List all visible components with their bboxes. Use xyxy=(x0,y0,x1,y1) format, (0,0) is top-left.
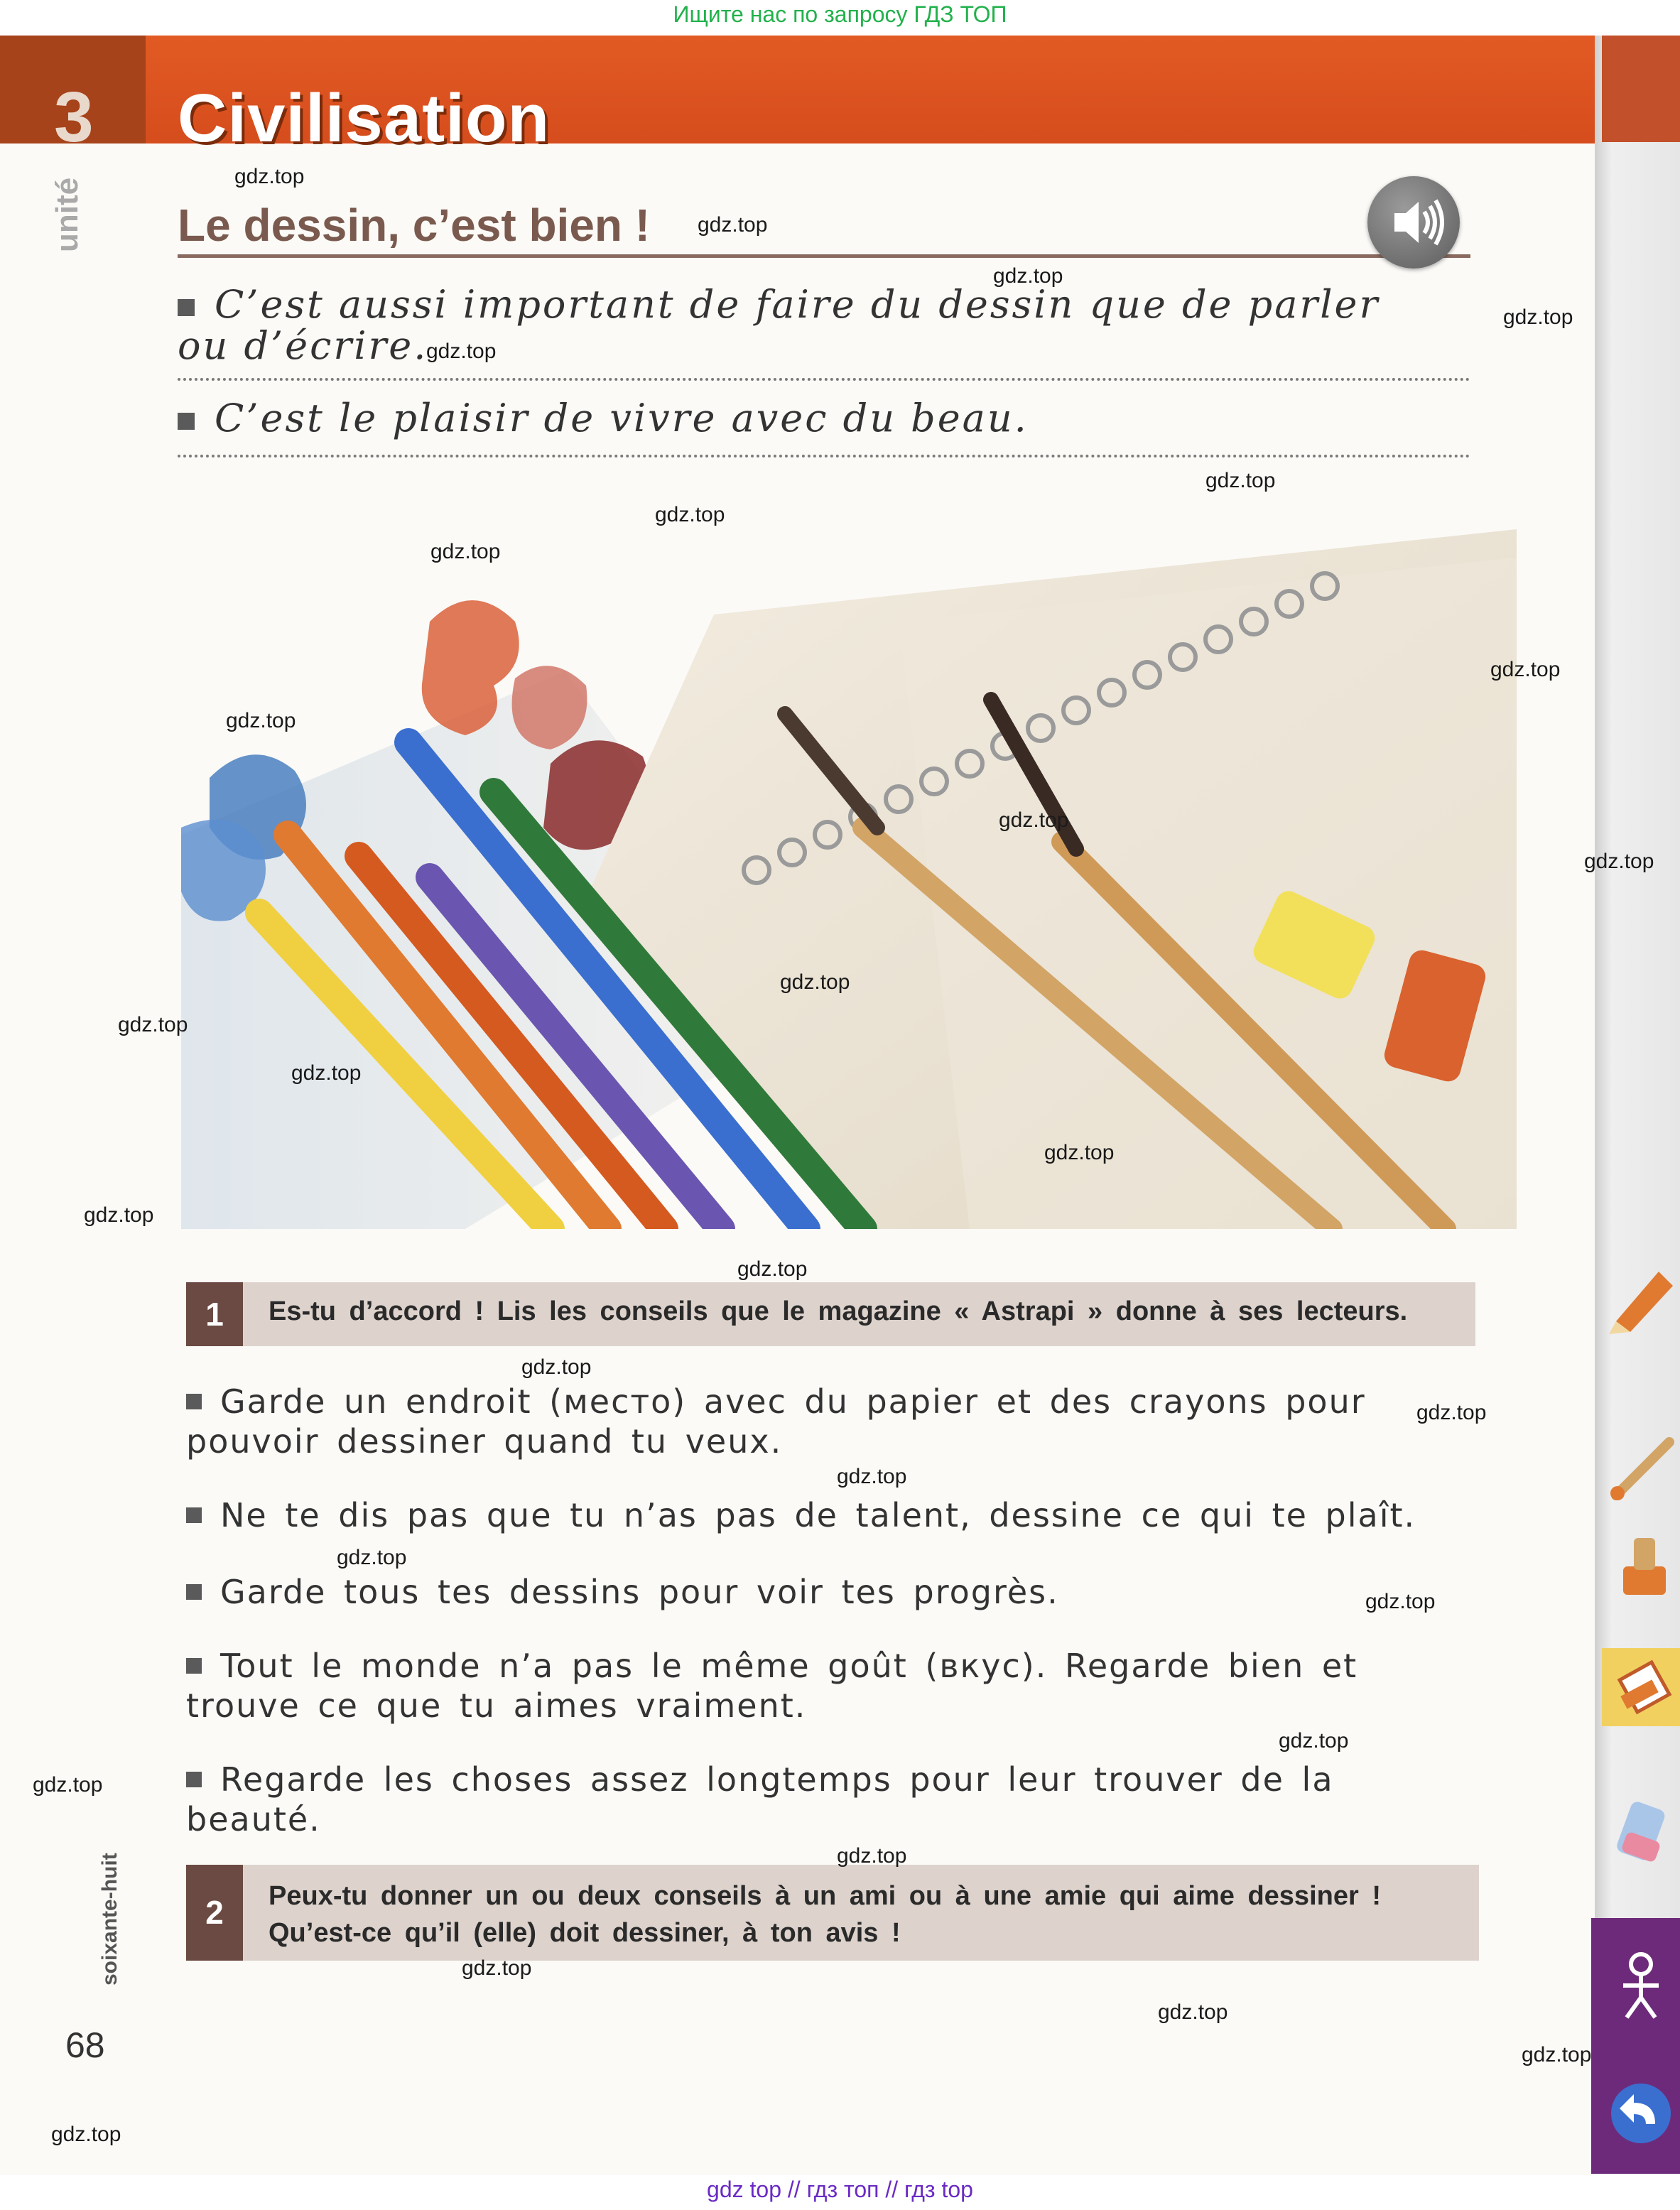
watermark: gdz.top xyxy=(51,2123,121,2146)
exercise-2-number: 2 xyxy=(186,1865,243,1961)
watermark: gdz.top xyxy=(462,1956,532,1980)
quote-text: C’est aussi important de faire du dessin que de parler ou d’écrire. xyxy=(178,282,1380,368)
watermark: gdz.top xyxy=(234,165,305,188)
watermark: gdz.top xyxy=(737,1257,808,1281)
bullet-square-icon xyxy=(186,1658,202,1674)
watermark: gdz.top xyxy=(430,540,501,563)
watermark: gdz.top xyxy=(1044,1141,1115,1164)
list-item: Garde tous tes dessins pour voir tes progrès. xyxy=(186,1572,1458,1612)
watermark: gdz.top xyxy=(33,1773,103,1797)
watermark: gdz.top xyxy=(226,709,296,732)
bullet-square-icon xyxy=(186,1772,202,1787)
pencil-icon xyxy=(1602,1257,1680,1336)
watermark: gdz.top xyxy=(1158,2000,1228,2024)
quote-2 xyxy=(178,398,1442,439)
bullet-square-icon xyxy=(186,1584,202,1600)
quote-text: C’est le plaisir de vivre avec du beau. xyxy=(215,396,1029,440)
watermark: gdz.top xyxy=(1503,305,1573,329)
watermark: gdz.top xyxy=(1490,658,1561,681)
watermark: gdz.top xyxy=(1205,469,1276,492)
page-title: Civilisation xyxy=(178,80,551,156)
gutter-tab xyxy=(1602,36,1680,142)
unit-label: unité xyxy=(50,177,85,252)
watermark: gdz.top xyxy=(291,1061,362,1085)
eraser-icon xyxy=(1602,1790,1680,1868)
art-supplies-photo xyxy=(181,529,1517,1229)
watermark: gdz.top xyxy=(837,1465,907,1488)
return-arrow-icon[interactable] xyxy=(1602,2074,1680,2152)
watermark: gdz.top xyxy=(780,970,850,994)
watermark: gdz.top xyxy=(698,213,768,237)
exercise-2-line-1: Peux-tu donner un ou deux conseils à un ami ou à une amie qui aime dessiner ! xyxy=(269,1881,1381,1911)
watermark: gdz.top xyxy=(1416,1401,1487,1424)
watermark: gdz.top xyxy=(426,340,497,363)
bullet-square-icon xyxy=(186,1394,202,1409)
list-item: Garde un endroit (место) avec du papier et des crayons pour pouvoir dessiner quand tu veux. xyxy=(186,1382,1366,1461)
exercise-1-instruction: Es-tu d’accord ! Lis les conseils que le magazine « Astrapi » donne à ses lecteurs. xyxy=(269,1296,1408,1326)
watermark: gdz.top xyxy=(1365,1590,1436,1613)
watermark: gdz.top xyxy=(999,808,1069,832)
bottom-links[interactable]: gdz top // гдз топ // гдз top xyxy=(0,2175,1680,2210)
watermark: gdz.top xyxy=(1522,2043,1592,2067)
watermark: gdz.top xyxy=(837,1844,907,1868)
exercise-1-number: 1 xyxy=(186,1282,243,1346)
list-item: Tout le monde n’a pas le même goût (вкус). Regarde bien et trouve ce que tu aimes vraiment. xyxy=(186,1647,1358,1725)
watermark: gdz.top xyxy=(1279,1729,1349,1753)
watermark: gdz.top xyxy=(993,264,1063,288)
subtitle-rule xyxy=(178,254,1470,258)
page-number: 68 xyxy=(65,2025,105,2065)
stamp-icon xyxy=(1602,1527,1680,1605)
bullet-square-icon xyxy=(178,413,195,430)
list-item: Ne te dis pas que tu n’as pas de talent, dessine ce qui te plaît. xyxy=(186,1495,1458,1535)
watermark: gdz.top xyxy=(118,1013,188,1036)
list-item: Regarde les choses assez longtemps pour leur trouver de la beauté. xyxy=(186,1760,1334,1838)
section-subtitle: Le dessin, c’est bien ! xyxy=(178,200,651,251)
watermark: gdz.top xyxy=(1584,850,1654,873)
exercise-2-line-2: Qu’est-ce qu’il (elle) doit dessiner, à ton avis ! xyxy=(269,1918,901,1948)
quote-1 xyxy=(178,284,1442,367)
watermark: gdz.top xyxy=(521,1355,592,1379)
watermark: gdz.top xyxy=(337,1546,407,1569)
watermark: gdz.top xyxy=(655,503,725,526)
brush-icon xyxy=(1602,1428,1680,1506)
page-words-label: soixante-huit xyxy=(98,1853,121,1986)
person-icon[interactable] xyxy=(1602,1946,1680,2025)
dotted-divider xyxy=(178,378,1470,381)
watermark: gdz.top xyxy=(84,1203,154,1227)
exercise-2-instruction xyxy=(269,1878,1469,1951)
unit-number: 3 xyxy=(54,77,94,157)
bullet-square-icon xyxy=(178,299,195,316)
dotted-divider xyxy=(178,455,1470,457)
bullet-square-icon xyxy=(186,1507,202,1523)
paint-bucket-icon xyxy=(1602,1648,1680,1726)
top-note[interactable]: Ищите нас по запросу ГДЗ ТОП xyxy=(673,1,1007,27)
speaker-icon[interactable] xyxy=(1367,176,1460,269)
